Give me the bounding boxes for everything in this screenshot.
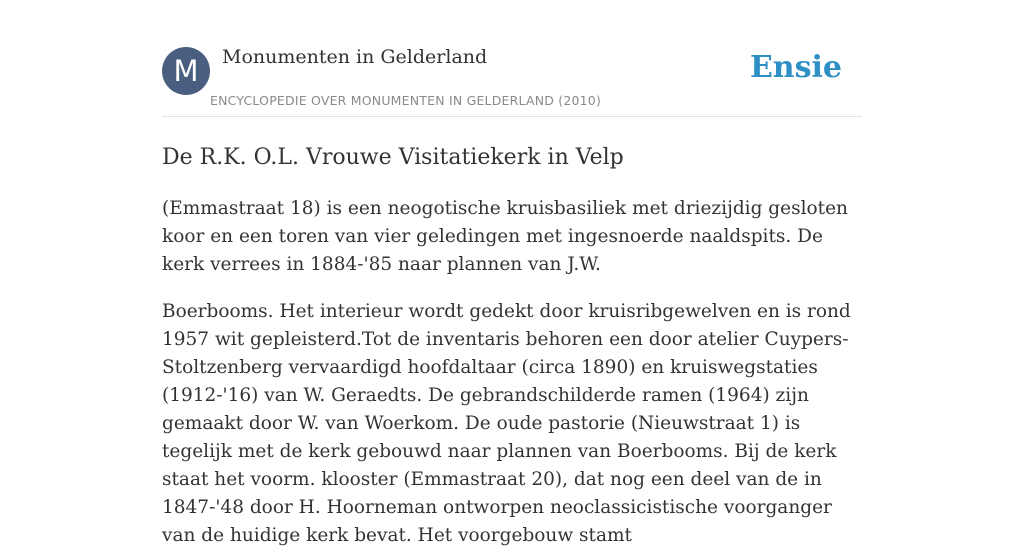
ensie-logo[interactable]: Ensie bbox=[749, 50, 842, 85]
article-paragraph-2: Boerbooms. Het interieur wordt gedekt door kruisribgewelven en is rond 1957 wit gepleisterd.Tot de inventaris behoren een door atelier Cuypers-Stoltzenberg vervaardigd hoofdaltaar (circa 1890) en kruiswegstaties (1912-'16) van W. Geraedts. De gebrandschilderde ramen (1964) zijn gemaakt door W. van Woerkom. De oude pastorie (Nieuwstraat 1) is tegelijk met de kerk gebouwd naar plannen van Boerbooms. Bij de kerk staat het voorm. klooster (Emmastraat 20), dat nog een deel van de in 1847-'48 door H. Hoorneman ontworpen neoclassicistische voorganger van de huidige kerk bevat. Het voorgebouw stamt bbox=[162, 301, 851, 546]
site-avatar[interactable]: M bbox=[162, 47, 210, 95]
article-title: De R.K. O.L. Vrouwe Visitatiekerk in Velp bbox=[162, 145, 624, 170]
site-subtitle: ENCYCLOPEDIE OVER MONUMENTEN IN GELDERLAND (2010) bbox=[210, 93, 602, 108]
page-container bbox=[162, 0, 862, 550]
article-paragraph-1: (Emmastraat 18) is een neogotische kruisbasiliek met driezijdig gesloten koor en een toren van vier geledingen met ingesnoerde naaldspits. De kerk verrees in 1884-'85 naar plannen van J.W. bbox=[162, 198, 848, 275]
site-title-link[interactable]: Monumenten in Gelderland bbox=[222, 46, 488, 68]
site-header bbox=[162, 0, 862, 117]
